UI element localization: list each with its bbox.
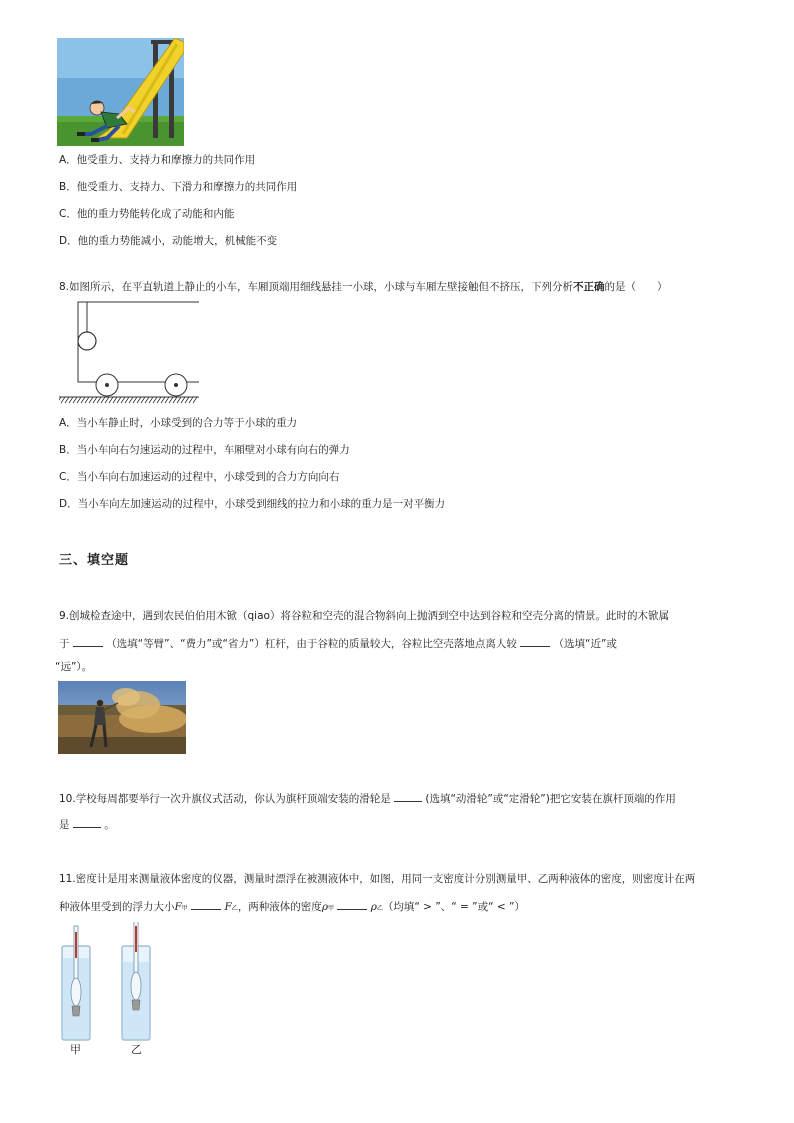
q9-line3: “远”）。 <box>55 661 93 673</box>
cart-diagram <box>59 300 199 406</box>
q10-line2-a: 是 <box>59 819 70 831</box>
q9-line2 <box>59 636 617 651</box>
q11-rho-symbol-2: ρ <box>370 901 377 913</box>
q11-blank-1[interactable] <box>191 899 221 910</box>
slide-illustration <box>57 38 184 146</box>
q9-line1: 9.创城检查途中，遇到农民伯伯用木锨（qiao）将谷粒和空壳的混合物斜向上抛洒到空中达到谷粒和空壳分离的情景。此时的木锨属 <box>59 610 669 622</box>
q10-line2-b: 。 <box>104 819 115 831</box>
q8-option-b: B．当小车向右匀速运动的过程中，车厢壁对小球有向右的弹力 <box>59 444 350 456</box>
q11-rho-symbol-1: ρ <box>321 901 328 913</box>
q7-option-d: D．他的重力势能减小，动能增大，机械能不变 <box>59 235 278 247</box>
q7-option-a: A．他受重力、支持力和摩擦力的共同作用 <box>59 154 256 166</box>
q8-stem-before: 8.如图所示，在平直轨道上静止的小车，车厢顶端用细线悬挂一小球，小球与车厢左壁接触但不挤压，下列分析 <box>59 281 574 293</box>
section-heading: 三、填空题 <box>59 553 130 568</box>
winnowing-photo <box>58 681 186 754</box>
q11-blank-2[interactable] <box>337 899 367 910</box>
q11-line2-a: 种液体里受到的浮力大小 <box>59 901 175 913</box>
q11-line2-b: ，两种液体的密度 <box>237 901 322 913</box>
q8-stem <box>59 280 668 294</box>
hydrometer-diagram <box>58 922 158 1042</box>
q10-line1-a: 10.学校每周都要举行一次升旗仪式活动，你认为旗杆顶端安装的滑轮是 <box>59 793 391 805</box>
q10-line2 <box>59 817 115 832</box>
q9-blank-2[interactable] <box>520 636 550 647</box>
q11-sub-jia-2: 甲 <box>328 905 335 912</box>
q11-force-symbol-2: F <box>224 901 232 913</box>
q9-line2-b: （选填“等臂”、“费力”或“省力”）杠杆，由于谷粒的质量较大，谷粒比空壳落地点离人较 <box>106 638 517 650</box>
q11-sub-yi: 乙 <box>231 905 238 912</box>
q10-blank-2[interactable] <box>73 817 101 828</box>
q10-blank-1[interactable] <box>394 791 422 802</box>
q9-blank-1[interactable] <box>73 636 103 647</box>
q8-option-d: D．当小车向左加速运动的过程中，小球受到细线的拉力和小球的重力是一对平衡力 <box>59 498 446 510</box>
q8-stem-emphasis: 不正确 <box>573 281 605 293</box>
hydrometer-label-yi: 乙 <box>131 1043 142 1056</box>
q9-line2-a: 于 <box>59 638 70 650</box>
q8-option-c: C．当小车向右加速运动的过程中，小球受到的合力方向向右 <box>59 471 340 483</box>
q9-line2-c: （选填“近”或 <box>553 638 617 650</box>
q8-stem-after: 的是（ ） <box>604 281 668 293</box>
q11-force-symbol-1: F <box>174 901 182 913</box>
hydrometer-label-jia: 甲 <box>70 1043 81 1056</box>
q11-line1: 11.密度计是用来测量液体密度的仪器，测量时漂浮在被测液体中，如图，用同一支密度计分别测量甲、乙两种液体的密度，则密度计在两 <box>59 873 696 885</box>
q11-line2-c: （均填“ > ”、“ = ”或“ < ”） <box>382 901 525 913</box>
q10-line1 <box>59 791 676 806</box>
q11-line2 <box>59 899 525 916</box>
q10-line1-b: (选填“动滑轮”或“定滑轮”)把它安装在旗杆顶端的作用 <box>425 793 676 805</box>
q11-sub-yi-2: 乙 <box>376 905 383 912</box>
q8-option-a: A．当小车静止时，小球受到的合力等于小球的重力 <box>59 417 298 429</box>
q7-option-b: B．他受重力、支持力、下滑力和摩擦力的共同作用 <box>59 181 298 193</box>
q7-option-c: C．他的重力势能转化成了动能和内能 <box>59 208 235 220</box>
q11-sub-jia: 甲 <box>181 905 188 912</box>
